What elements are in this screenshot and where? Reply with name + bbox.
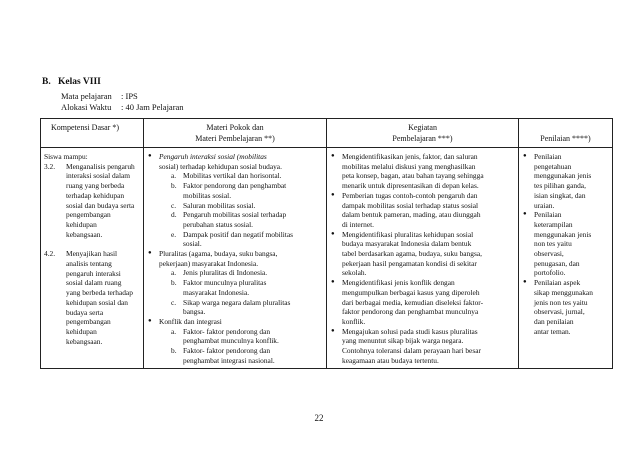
list-item: ● Mengidentifikasi pluralitas kehidupan sosial budaya masyarakat Indonesia dalam bentuk tabel berdasarkan agama, budaya, suku bangsa, pekerjaan hasil pengamatan kondisi di sekitar sekolah.	[330, 230, 515, 279]
meta-label: Mata pelajaran	[61, 91, 112, 101]
list-item: ● Penilaian aspek sikap menggunakan jenis non tes yaitu observasi, jurnal, dan penilaian antar teman.	[522, 278, 609, 336]
list-item: ● Pluralitas (agama, budaya, suku bangsa, pekerjaan) masyarakat Indonesia. a. Jenis pluralitas di Indonesia. b. Faktor munculnya pluralitas masyarakat Indonesia. c. Sikap warga negara dalam pluralitas bangsa.	[147, 249, 323, 317]
kd-intro: Siswa mampu:	[44, 152, 88, 161]
list-item: ● Pengaruh interaksi sosial (mobilitas sosial) terhadap kehidupan sosial budaya. a. Mobilitas vertikal dan horisontal. b. Faktor pendorong dan penghambat mobilitas sosial. c. Saluran mobilitas sosial. d. Pengaruh mobilitas sosial terhadap perubahan status sosial. e. Dampak positif dan negatif mobilitas sosial.	[147, 152, 323, 249]
header-kompetensi: Kompetensi Dasar *)	[41, 119, 144, 148]
meta-label: Alokasi Waktu	[61, 102, 112, 112]
section-heading	[42, 77, 101, 87]
list-item: ● Konflik dan integrasi a. Faktor- faktor pendorong dan penghambat munculnya konflik. b. Faktor- faktor pendorong dan penghambat integrasi nasional.	[147, 317, 323, 366]
list-item: ● Mengajukan solusi pada studi kasus pluralitas yang menuntut sikap bijak warga negara. Contohnya toleransi dalam perayaan hari besar keagamaan atau budaya tertentu.	[330, 327, 515, 366]
section-title: Kelas VIII	[58, 77, 101, 87]
list-item: ● Penilaian pengetahuan menggunakan jenis tes pilihan ganda, isian singkat, dan uraian.	[522, 152, 609, 210]
kegiatan-cell	[327, 148, 519, 369]
page-number: 22	[314, 413, 324, 423]
list-item: ● Mengidentifikasikan jenis, faktor, dan saluran mobilitas melalui diskusi yang menghasilkan peta konsep, bagan, atau bahan tayang sehingga menarik untuk dipresentasikan di depan kelas.	[330, 152, 515, 191]
table-header-row	[41, 119, 613, 148]
list-item: ● Mengidentifikasi jenis konflik dengan mengumpulkan berbagai kasus yang diperoleh dari berbagai media, kemudian diseleksi faktor- faktor pendorong dan penghambat munculnya konflik.	[330, 278, 515, 327]
penilaian-cell	[519, 148, 613, 369]
table-row	[41, 148, 613, 369]
header-kegiatan: Kegiatan Pembelajaran ***)	[327, 119, 519, 148]
header-penilaian: Penilaian ****)	[519, 119, 613, 148]
materi-cell	[144, 148, 327, 369]
list-item: ● Pemberian tugas contoh-contoh pengaruh dan dampak mobilitas sosial terhadap status sosial dalam bentuk pameran, mading, atau diunggah di internet.	[330, 191, 515, 230]
meta-value: : 40 Jam Pelajaran	[121, 102, 184, 112]
curriculum-table	[40, 118, 613, 369]
section-number: B.	[42, 77, 51, 87]
header-materi: Materi Pokok dan Materi Pembelajaran **)	[144, 119, 327, 148]
meta-time	[61, 102, 184, 112]
kd-item: 3.2. Menganalisis pengaruh interaksi sosial dalam ruang yang berbeda terhadap kehidupan sosial dan budaya serta pengembangan kehidupan kebangsaan.	[44, 161, 135, 239]
meta-value: : IPS	[121, 91, 138, 101]
kd-item: 4.2. Menyajikan hasil analisis tentang pengaruh interaksi sosial dalam ruang yang berbeda terhadap kehidupan sosial dan budaya serta pengembangan kehidupan kebangsaan.	[44, 249, 133, 346]
list-item: ● Penilaian keterampilan menggunakan jenis non tes yaitu observasi, penugasan, dan portofolio.	[522, 210, 609, 278]
kd-cell	[41, 148, 144, 369]
meta-subject	[61, 91, 138, 101]
